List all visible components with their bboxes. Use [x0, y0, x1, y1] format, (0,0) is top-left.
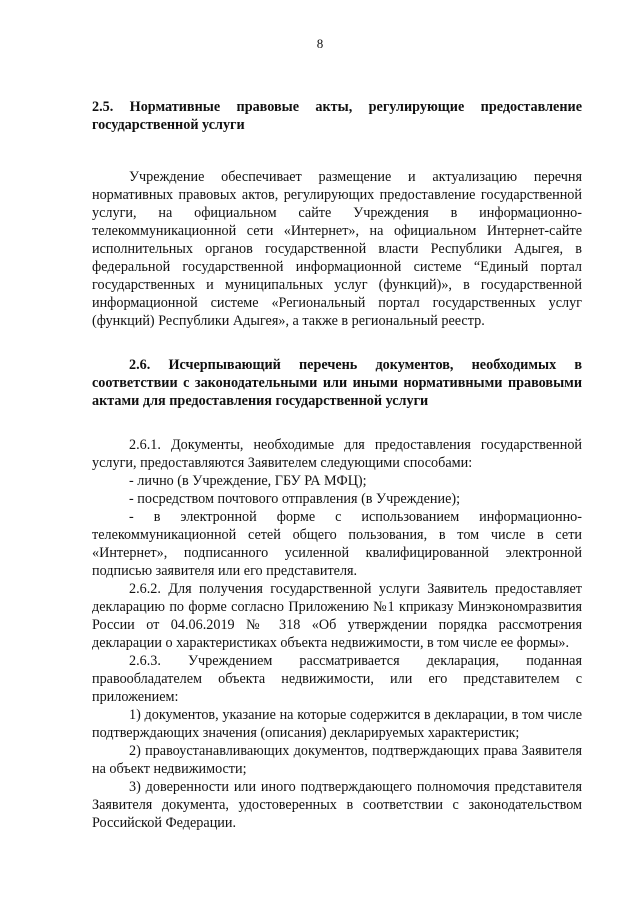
paragraph-2-6-2: 2.6.2. Для получения государственной услуги Заявитель предоставляет декларацию по форме согласно Приложению №1 кприказу Минэкономразвития России от 04.06.2019 № 318 «Об утверждении порядка рассмотрения декларации о характеристиках объекта недвижимости, в том числе ее формы». — [92, 581, 582, 651]
paragraph-2-6-1: 2.6.1. Документы, необходимые для предоставления государственной услуги, предоставляются Заявителем следующими способами: — [92, 437, 582, 471]
page-number: 8 — [316, 36, 324, 51]
list-item: - в электронной форме с использованием информационно-телекоммуникационной сетей общего пользования, в том числе в сети «Интернет», подписанного усиленной квалифицированной электронной подписью заявителя или его представителя. — [92, 509, 582, 579]
paragraph-2-6-3: 2.6.3. Учреждением рассматривается декларация, поданная правообладателем объекта недвижимости, или его представителем с приложением: — [92, 653, 582, 705]
section-2-5-paragraph: Учреждение обеспечивает размещение и актуализацию перечня нормативных правовых актов, регулирующих предоставление государственной услуги, на официальном сайте Учреждения в информационно-телекоммуникационной сети «Интернет», на официальном Интернет-сайте исполнительных органов государственной власти Республики Адыгея, в федеральной государственной информационной системе “Единый портал государственных и муниципальных услуг (функций)», в государственной информационной системе «Региональный портал государственных услуг (функций) Республики Адыгея», а также в региональный реестр. — [92, 169, 582, 329]
document-body — [92, 98, 582, 832]
list-item: 3) доверенности или иного подтверждающего полномочия представителя Заявителя документа, удостоверенных в соответствии с законодательством Российской Федерации. — [92, 779, 582, 831]
section-2-5-heading: 2.5. Нормативные правовые акты, регулирующие предоставление государственной услуги — [92, 99, 582, 133]
list-item: 1) документов, указание на которые содержится в декларации, в том числе подтверждающих значения (описания) декларируемых характеристик; — [92, 707, 582, 741]
list-item: - лично (в Учреждение, ГБУ РА МФЦ); — [129, 473, 367, 489]
list-item: 2) правоустанавливающих документов, подтверждающих права Заявителя на объект недвижимости; — [92, 743, 582, 777]
section-2-6-heading: 2.6. Исчерпывающий перечень документов, необходимых в соответствии с законодательными или иными нормативными правовыми актами для предоставления государственной услуги — [92, 357, 582, 409]
list-item: - посредством почтового отправления (в Учреждение); — [129, 491, 461, 507]
